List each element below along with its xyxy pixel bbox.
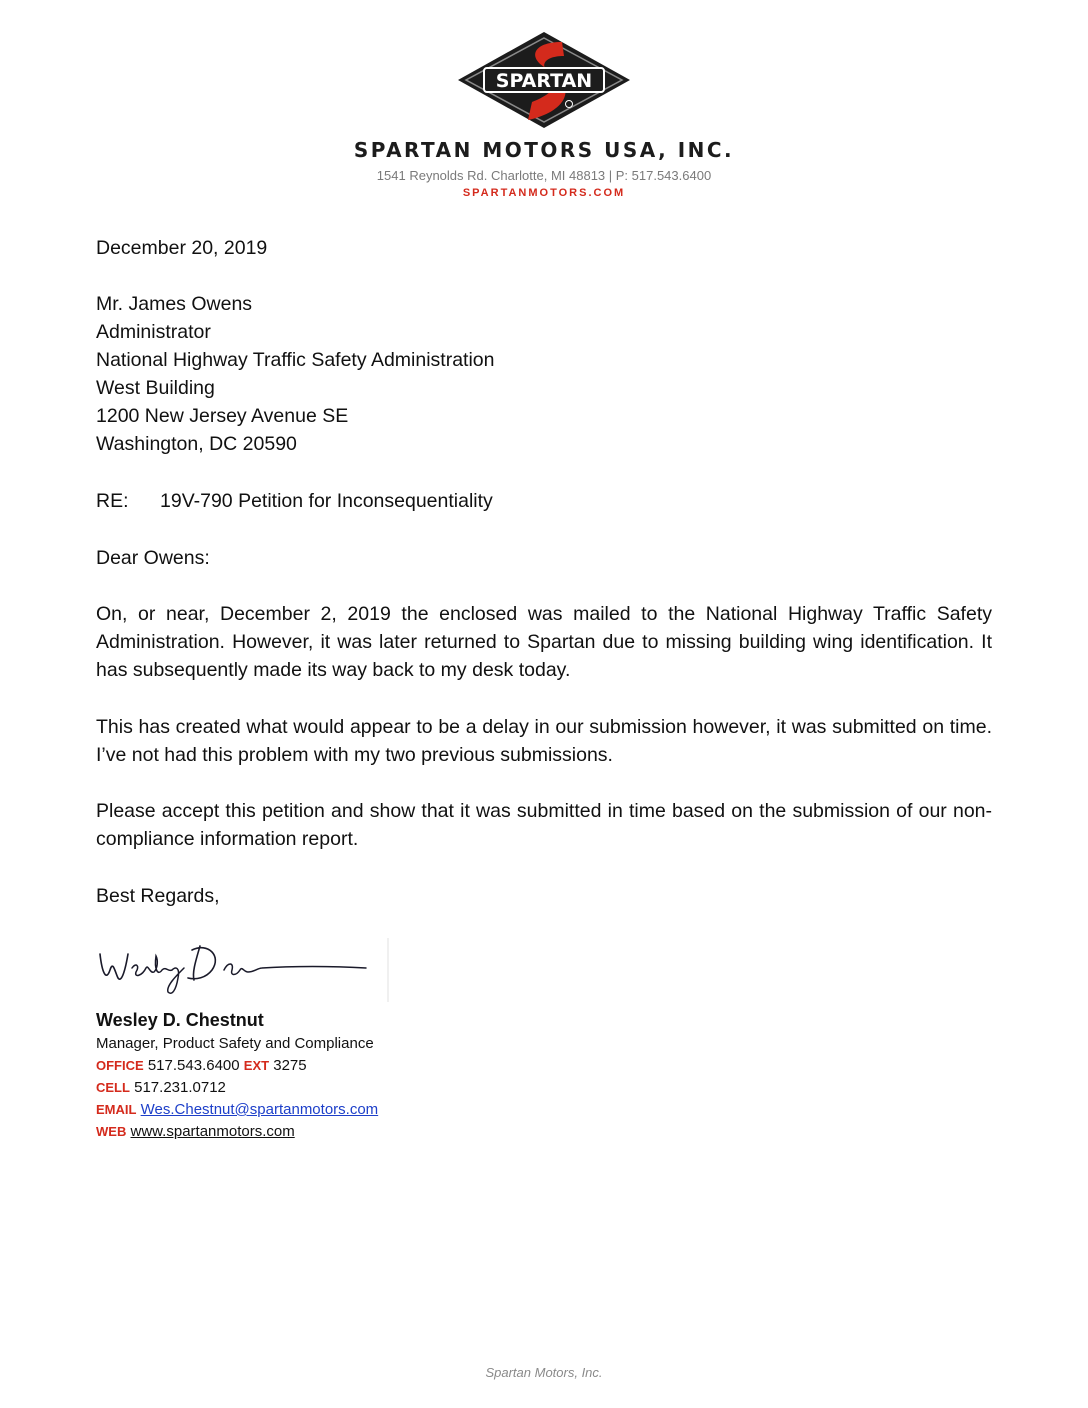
office-extension: 3275: [273, 1057, 307, 1074]
letterhead: [0, 28, 1088, 199]
email-line: [96, 1099, 378, 1121]
email-label: EMAIL: [96, 1102, 137, 1117]
recipient-building: West Building: [96, 377, 215, 399]
office-phone-line: [96, 1055, 378, 1077]
recipient-city: Washington, DC 20590: [96, 433, 297, 455]
recipient-title: Administrator: [96, 321, 211, 343]
office-phone: 517.543.6400: [147, 1057, 240, 1074]
company-address: 1541 Reynolds Rd. Charlotte, MI 48813 | P: 517.543.6400: [376, 168, 712, 183]
recipient-organization: National Highway Traffic Safety Administration: [96, 349, 495, 371]
letter-date: December 20, 2019: [96, 237, 268, 259]
signature-block: [96, 1007, 378, 1143]
subject-text: 19V-790 Petition for Inconsequentiality: [160, 490, 493, 512]
cell-phone: 517.231.0712: [134, 1079, 226, 1096]
ext-label: EXT: [243, 1058, 270, 1073]
body-paragraph-2: This has created what would appear to be a delay in our submission however, it was submitted on time. I’ve not had this problem with my two previous submissions.: [96, 716, 992, 766]
subject-label: RE:: [96, 490, 129, 512]
recipient-street: 1200 New Jersey Avenue SE: [96, 405, 349, 427]
spartan-logo: [454, 28, 634, 132]
office-label: OFFICE: [96, 1058, 144, 1073]
body-paragraph-1: On, or near, December 2, 2019 the enclosed was mailed to the National Highway Traffic Safety Administration. However, it was later returned to Spartan due to missing building wing identification. It has subsequently made its way back to my desk today.: [96, 603, 992, 681]
body-paragraph-3: Please accept this petition and show that it was submitted in time based on the submission of our non-compliance information report.: [96, 800, 992, 850]
website-link[interactable]: www.spartanmotors.com: [130, 1123, 295, 1140]
cell-label: CELL: [96, 1080, 130, 1095]
cell-phone-line: [96, 1077, 378, 1099]
recipient-name: Mr. James Owens: [96, 293, 253, 315]
signer-name: Wesley D. Chestnut: [96, 1010, 264, 1030]
signer-title: Manager, Product Safety and Compliance: [96, 1035, 374, 1052]
web-line: [96, 1121, 378, 1143]
page-footer: Spartan Motors, Inc.: [485, 1365, 603, 1380]
closing: Best Regards,: [96, 885, 220, 907]
company-name: SPARTAN MOTORS USA, INC.: [353, 138, 735, 162]
email-link[interactable]: Wes.Chestnut@spartanmotors.com: [140, 1101, 379, 1118]
company-website: SPARTANMOTORS.COM: [462, 187, 626, 199]
handwritten-signature: [92, 932, 392, 1004]
salutation: Dear Owens:: [96, 547, 210, 569]
logo-wordmark: SPARTAN: [495, 70, 593, 92]
subject-line: [96, 487, 992, 515]
web-label: WEB: [96, 1124, 127, 1139]
recipient-address: [96, 290, 992, 458]
